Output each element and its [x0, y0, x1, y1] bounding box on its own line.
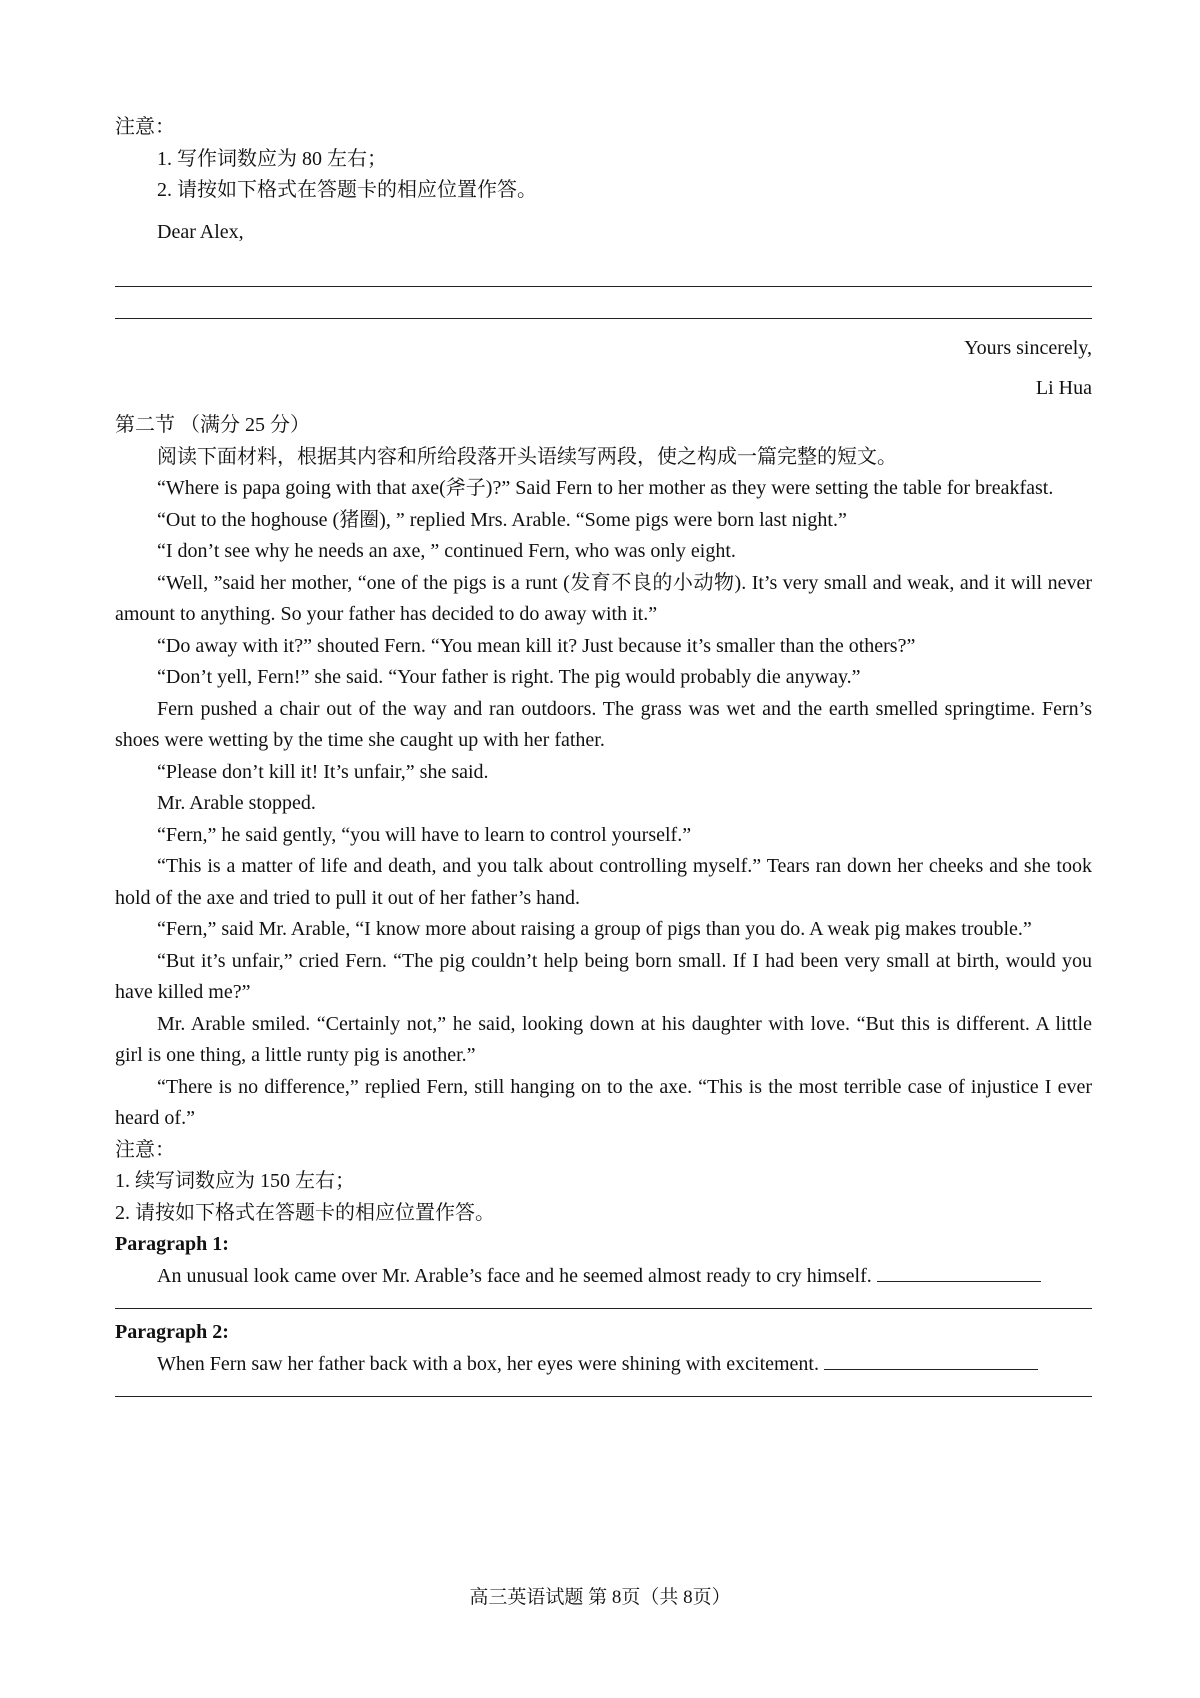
letter-closing: Yours sincerely, — [964, 337, 1092, 359]
answer-blank — [877, 1263, 1041, 1282]
story-paragraph: “Fern,” said Mr. Arable, “I know more about raising a group of pigs than you do. A weak pig makes trouble.” — [157, 918, 1032, 940]
paragraph-2-label: Paragraph 2: — [115, 1321, 229, 1343]
story-paragraph: “Well, ”said her mother, “one of the pigs is a runt (发育不良的小动物). It’s very small and weak, and it will never amount to anything. So your father has decided to do away with it.” — [115, 571, 1092, 625]
story-paragraph: “Where is papa going with that axe(斧子)?” Said Fern to her mother as they were setting the table for breakfast. — [157, 477, 1054, 499]
note-item: 1. 续写词数应为 150 左右； — [115, 1170, 355, 1192]
section-instruction: 阅读下面材料，根据其内容和所给段落开头语续写两段，使之构成一篇完整的短文。 — [157, 445, 897, 468]
section-title: 第二节 （满分 25 分） — [115, 414, 310, 436]
page-footer: 高三英语试题 第 8页（共 8页） — [469, 1587, 731, 1608]
letter-greeting: Dear Alex, — [157, 220, 244, 243]
letter-signature: Li Hua — [1035, 376, 1092, 399]
note-item: 2. 请按如下格式在答题卡的相应位置作答。 — [115, 1201, 495, 1224]
story-paragraph: “There is no difference,” replied Fern, still hanging on to the axe. “This is the most terrible case of injustice I ever heard of.” — [115, 1075, 1092, 1129]
story-paragraph: “I don’t see why he needs an axe, ” continued Fern, who was only eight. — [157, 540, 736, 562]
story-paragraph: Mr. Arable smiled. “Certainly not,” he said, looking down at his daughter with love. “But this is different. A little girl is one thing, a little runty pig is another.” — [115, 1012, 1092, 1066]
story-paragraph: “Please don’t kill it! It’s unfair,” she said. — [157, 760, 489, 783]
story-paragraph: Fern pushed a chair out of the way and ran outdoors. The grass was wet and the earth smelled springtime. Fern’s shoes were wetting by the time she caught up with her father. — [115, 697, 1092, 751]
exam-page — [115, 112, 1092, 1397]
story-paragraph: “Fern,” he said gently, “you will have to learn to control yourself.” — [157, 823, 692, 846]
story-paragraph: “Out to the hoghouse (猪圈), ” replied Mrs. Arable. “Some pigs were born last night.” — [157, 508, 847, 531]
story-paragraph: Mr. Arable stopped. — [157, 792, 316, 814]
story-paragraph: “This is a matter of life and death, and you talk about controlling myself.” Tears ran down her cheeks and she took hold of the axe and tried to pull it out of her father’s hand. — [115, 855, 1092, 909]
writing-line — [115, 1396, 1092, 1397]
paragraph-1-opening: An unusual look came over Mr. Arable’s face and he seemed almost ready to cry himself. — [115, 1261, 1092, 1293]
note-item: 2. 请按如下格式在答题卡的相应位置作答。 — [157, 179, 537, 201]
note-item: 1. 写作词数应为 80 左右； — [157, 147, 387, 170]
story-paragraph: “Don’t yell, Fern!” she said. “Your father is right. The pig would probably die anyway.” — [157, 666, 861, 688]
paragraph-2-opening: When Fern saw her father back with a box, her eyes were shining with excitement. — [115, 1349, 1092, 1381]
answer-blank — [824, 1351, 1038, 1370]
note-heading: 注意： — [115, 1138, 175, 1161]
note-heading: 注意： — [115, 116, 175, 138]
paragraph-1-label: Paragraph 1: — [115, 1233, 229, 1255]
story-paragraph: “Do away with it?” shouted Fern. “You mean kill it? Just because it’s smaller than the others?” — [157, 634, 916, 657]
story-paragraph: “But it’s unfair,” cried Fern. “The pig couldn’t help being born small. If I had been very small at birth, would you have killed me?” — [115, 949, 1092, 1003]
